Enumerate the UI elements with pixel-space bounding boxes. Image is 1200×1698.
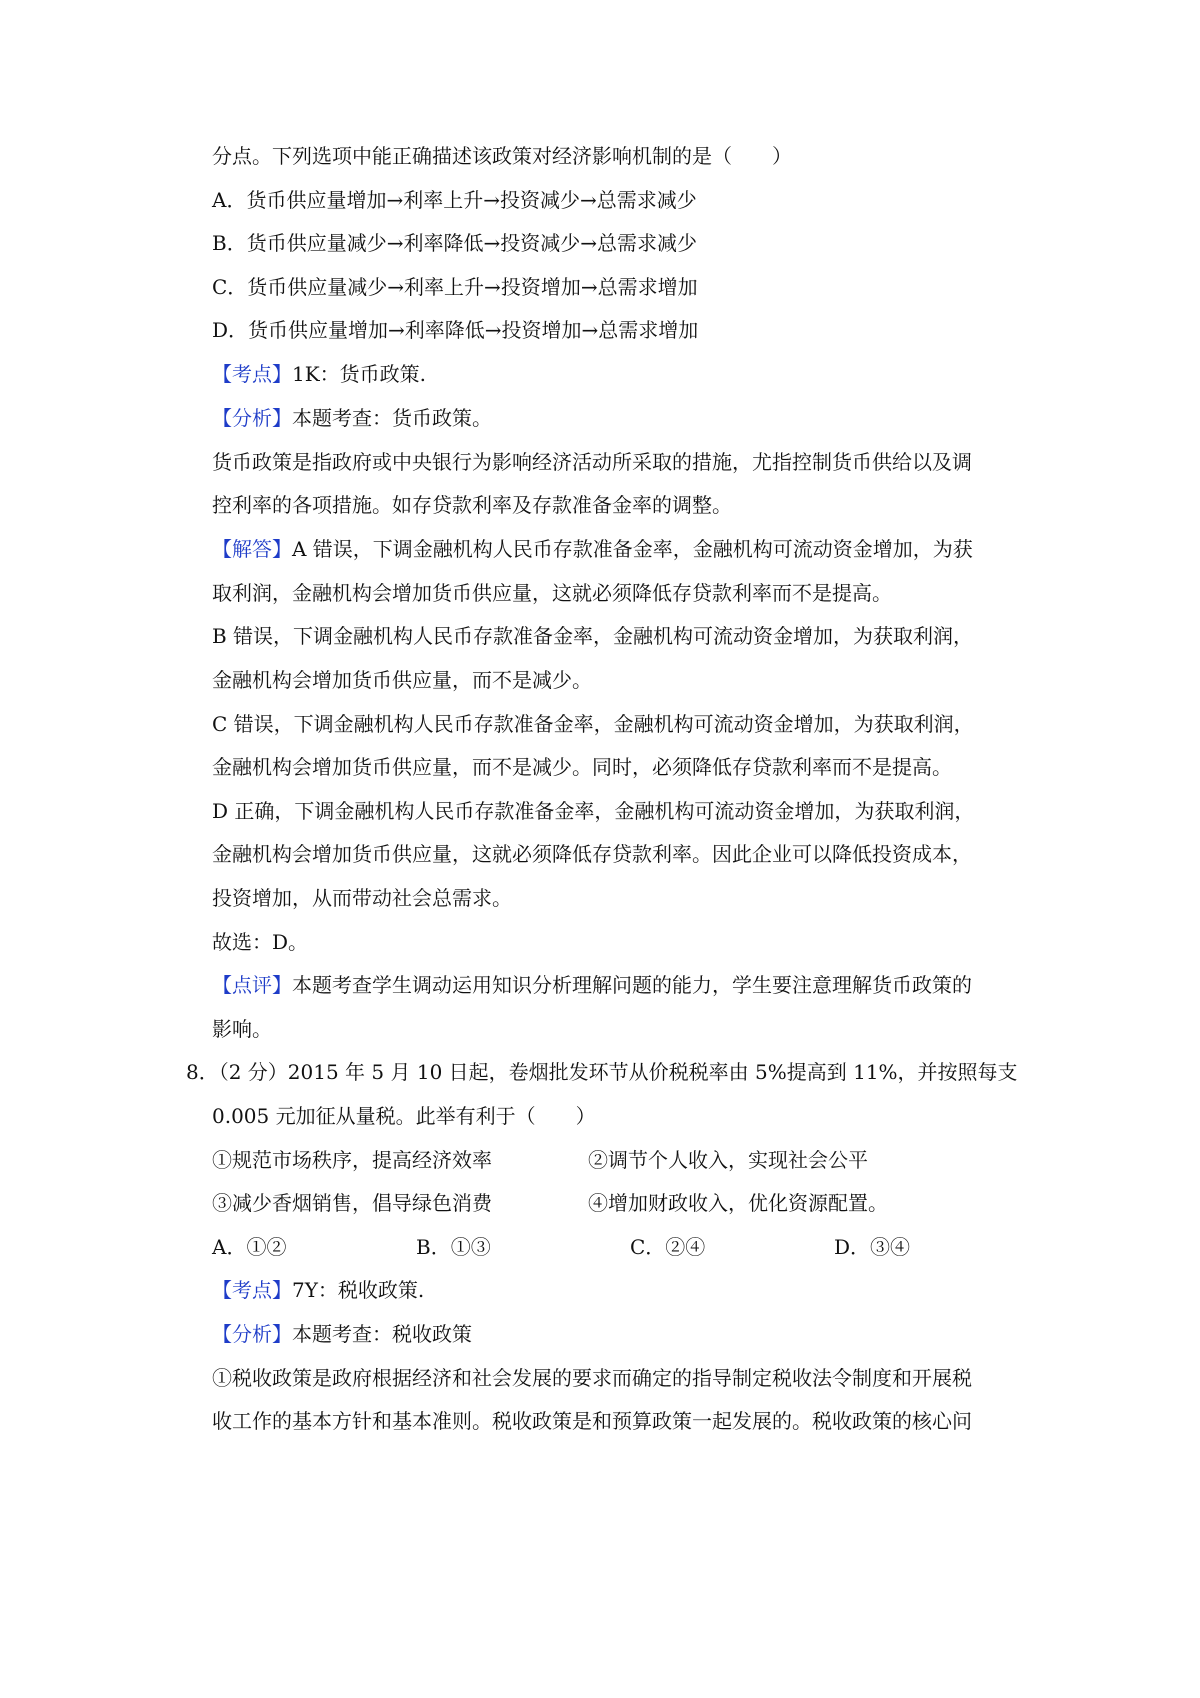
dianping-tag: 【点评】 — [212, 973, 292, 997]
q8-stem-line-2: 0.005 元加征从量税。此举有利于（ ） — [212, 1104, 596, 1128]
q7-jieda-body-8: 投资增加，从而带动社会总需求。 — [212, 886, 512, 910]
q7-fenxi-body-1: 货币政策是指政府或中央银行为影响经济活动所采取的措施，尤指控制货币供给以及调 — [212, 450, 972, 474]
fenxi-text: 本题考查：货币政策。 — [292, 406, 492, 430]
q7-option-d: D．货币供应量增加→利率降低→投资增加→总需求增加 — [212, 318, 699, 342]
fenxi-text: 本题考查：税收政策 — [292, 1322, 472, 1346]
q8-choice-c: C．②④ — [630, 1235, 706, 1259]
q8-item-4: ④增加财政收入，优化资源配置。 — [588, 1191, 888, 1215]
q7-jieda — [212, 535, 973, 563]
q8-body-2: 收工作的基本方针和基本准则。税收政策是和预算政策一起发展的。税收政策的核心问 — [212, 1409, 972, 1433]
q8-kaodian — [212, 1276, 424, 1304]
q8-choice-b: B．①③ — [416, 1235, 491, 1259]
q7-option-c: C．货币供应量减少→利率上升→投资增加→总需求增加 — [212, 275, 698, 299]
q7-jieda-body-3: 金融机构会增加货币供应量，而不是减少。 — [212, 668, 592, 692]
q7-dianping-cont: 影响。 — [212, 1017, 272, 1041]
jieda-text: A 错误，下调金融机构人民币存款准备金率，金融机构可流动资金增加，为获 — [292, 537, 973, 561]
kaodian-tag: 【考点】 — [212, 362, 292, 386]
fenxi-tag: 【分析】 — [212, 406, 292, 430]
q7-stem-tail: 分点。下列选项中能正确描述该政策对经济影响机制的是（ ） — [212, 144, 792, 168]
kaodian-tag: 【考点】 — [212, 1278, 292, 1302]
q7-jieda-body-6: D 正确，下调金融机构人民币存款准备金率，金融机构可流动资金增加，为获取利润， — [212, 799, 975, 823]
q8-choice-a: A．①② — [212, 1235, 287, 1259]
q7-jieda-body-1: 取利润，金融机构会增加货币供应量，这就必须降低存贷款利率而不是提高。 — [212, 581, 892, 605]
fenxi-tag: 【分析】 — [212, 1322, 292, 1346]
jieda-tag: 【解答】 — [212, 537, 292, 561]
q7-jieda-body-5: 金融机构会增加货币供应量，而不是减少。同时，必须降低存贷款利率而不是提高。 — [212, 755, 952, 779]
q8-fenxi — [212, 1320, 472, 1348]
q7-answer: 故选：D。 — [212, 930, 309, 954]
q7-option-a: A．货币供应量增加→利率上升→投资减少→总需求减少 — [212, 188, 697, 212]
q8-stem-line-1: 8．（2 分）2015 年 5 月 10 日起，卷烟批发环节从价税税率由 5%提高到 11%，并按照每支 — [186, 1060, 1018, 1084]
q7-jieda-body-4: C 错误，下调金融机构人民币存款准备金率，金融机构可流动资金增加，为获取利润， — [212, 712, 974, 736]
q7-jieda-body-2: B 错误，下调金融机构人民币存款准备金率，金融机构可流动资金增加，为获取利润， — [212, 624, 974, 648]
q7-option-b: B．货币供应量减少→利率降低→投资减少→总需求减少 — [212, 231, 697, 255]
q7-dianping — [212, 971, 972, 999]
q7-fenxi — [212, 404, 492, 432]
q7-jieda-body-7: 金融机构会增加货币供应量，这就必须降低存贷款利率。因此企业可以降低投资成本， — [212, 842, 972, 866]
q8-body-1: ①税收政策是政府根据经济和社会发展的要求而确定的指导制定税收法令制度和开展税 — [212, 1366, 972, 1390]
kaodian-text: 1K：货币政策. — [292, 362, 427, 386]
q8-choice-d: D．③④ — [834, 1235, 911, 1259]
kaodian-text: 7Y：税收政策. — [292, 1278, 425, 1302]
q7-fenxi-body-2: 控利率的各项措施。如存贷款利率及存款准备金率的调整。 — [212, 493, 732, 517]
q8-item-1: ①规范市场秩序，提高经济效率 — [212, 1148, 492, 1172]
dianping-text: 本题考查学生调动运用知识分析理解问题的能力，学生要注意理解货币政策的 — [292, 973, 972, 997]
q7-kaodian — [212, 360, 426, 388]
q8-item-2: ②调节个人收入，实现社会公平 — [588, 1148, 868, 1172]
q8-item-3: ③减少香烟销售，倡导绿色消费 — [212, 1191, 492, 1215]
